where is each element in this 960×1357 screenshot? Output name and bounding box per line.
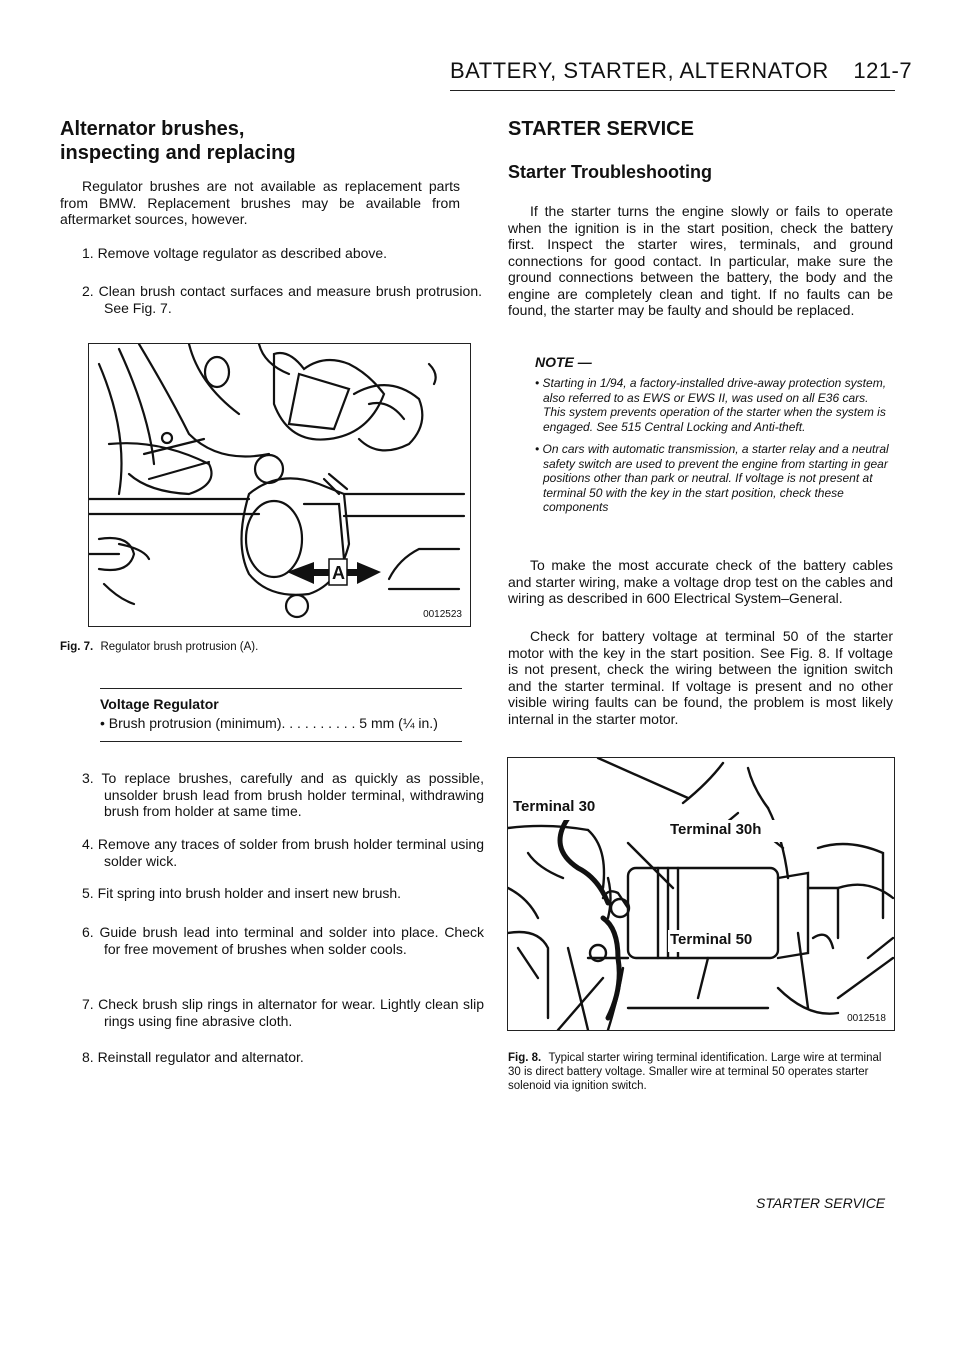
step-8: 8. Reinstall regulator and alternator. (82, 1049, 304, 1065)
paragraph-1: If the starter turns the engine slowly or fails to operate when the ignition is in the start position, check the battery first. Inspect the starter wires, terminals, and ground connections for good contact. In particular, make sure the ground connections between the battery, the body and the engine are completely clean and tight. If no faults can be found, the starter may be faulty and should be replaced. (508, 203, 893, 318)
fig7-caption-prefix: Fig. 7. (60, 641, 94, 653)
step-7: 7. Check brush slip rings in alternator for wear. Lightly clean slip rings using fine abrasive cloth. (82, 996, 484, 1029)
heading-line-2: inspecting and replacing (60, 142, 296, 164)
step-2: 2. Clean brush contact surfaces and measure brush protrusion. See Fig. 7. (82, 283, 482, 316)
fig7-label-a: A (332, 563, 345, 583)
running-header (450, 58, 912, 84)
step-3: 3. To replace brushes, carefully and as quickly as possible, unsolder brush lead from brush holder terminal, withdrawing brush from holder at same time. (82, 770, 484, 819)
fig8-label-terminal-30h: Terminal 30h (670, 821, 762, 838)
step-1: 1. Remove voltage regulator as described above. (82, 245, 388, 261)
regulator-illustration (89, 344, 470, 626)
step-5: 5. Fit spring into brush holder and insert new brush. (82, 885, 402, 901)
page-number: 121-7 (853, 58, 913, 83)
fig8-caption-text: Typical starter wiring terminal identification. Large wire at terminal 30 is direct battery voltage. Smaller wire at terminal 50 operates starter solenoid via ignition switch. (508, 1052, 882, 1092)
header-rule (450, 90, 895, 91)
fig7-number: 0012523 (423, 609, 462, 620)
header-title: BATTERY, STARTER, ALTERNATOR (450, 58, 829, 83)
fig8-label-terminal-30: Terminal 30 (513, 798, 596, 815)
spec-title: Voltage Regulator (100, 696, 219, 712)
section-heading (60, 117, 440, 165)
note-block (535, 354, 893, 515)
paragraph-2: To make the most accurate check of the battery cables and starter wiring, make a voltage drop test on the cables and wiring as described in 600 Electrical System–General. (508, 557, 893, 606)
figure-7 (88, 343, 471, 627)
fig8-label-terminal-50: Terminal 50 (670, 931, 753, 948)
note-bullet-2: • On cars with automatic transmission, a starter relay and a neutral safety switch are used to prevent the engine from starting in gear positions other than park or neutral. If voltage is not present at terminal 50 with the key in the start position, check these components (535, 442, 889, 514)
note-title: NOTE — (535, 354, 592, 370)
fig8-caption (508, 1051, 893, 1093)
figure-8 (507, 757, 895, 1031)
spec-top-rule (100, 688, 462, 689)
spec-bottom-rule (100, 741, 462, 742)
step-6: 6. Guide brush lead into terminal and solder into place. Check for free movement of brushes when solder cools. (82, 924, 484, 957)
step-4: 4. Remove any traces of solder from brush holder terminal using solder wick. (82, 836, 484, 869)
note-bullet-1: • Starting in 1/94, a factory-installed drive-away protection system, also referred to as EWS or EWS II, was used on all E36 cars. This system prevents operation of the starter when the system is engaged. See 515 Central Locking and Anti-theft. (535, 376, 887, 434)
troubleshooting-title: Starter Troubleshooting (508, 162, 713, 182)
footer-section-name: STARTER SERVICE (756, 1195, 886, 1211)
intro-paragraph: Regulator brushes are not available as replacement parts from BMW. Replacement brushes may be available from aftermarket sources, however. (60, 178, 460, 227)
spec-line: • Brush protrusion (minimum). . . . . . . . . . 5 mm (¼ in.) (100, 715, 438, 731)
fig8-number: 0012518 (847, 1013, 886, 1024)
starter-service-title: STARTER SERVICE (508, 118, 694, 140)
paragraph-3: Check for battery voltage at terminal 50 of the starter motor with the key in the start position. See Fig. 8. If voltage is not present, check the wiring between the ignition switch and the starter terminal. If voltage is present and no other visible wiring faults can be found, the problem is most likely internal in the starter motor. (508, 628, 893, 727)
fig7-caption (60, 640, 460, 654)
heading-line-1: Alternator brushes, (60, 118, 245, 140)
fig7-caption-text: Regulator brush protrusion (A). (100, 641, 259, 653)
fig8-caption-prefix: Fig. 8. (508, 1052, 542, 1064)
